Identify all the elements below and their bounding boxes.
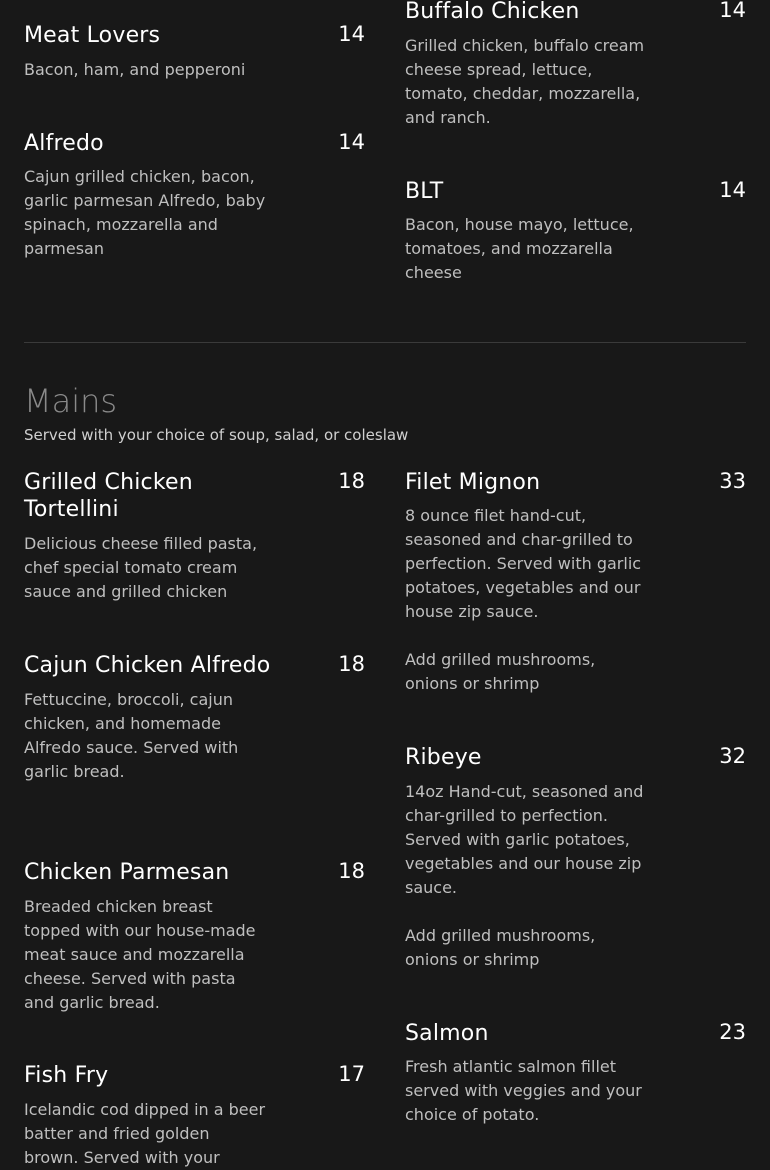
menu-item-buffalo-chicken: [405, 0, 746, 130]
item-description: Bacon, house mayo, lettuce, tomatoes, and mozzarella cheese: [405, 215, 634, 282]
item-name: Buffalo Chicken: [405, 0, 580, 24]
item-price: 18: [338, 469, 365, 493]
menu-item-meat-lovers: [24, 22, 365, 82]
menu-item-blt: [405, 178, 746, 285]
item-price: 14: [719, 0, 746, 22]
section-divider: [24, 342, 746, 343]
item-description: 8 ounce filet hand-cut, seasoned and char-grilled to perfection. Served with garlic potatoes, vegetables and our house zip sauce.: [405, 506, 642, 621]
item-description: Bacon, ham, and pepperoni: [24, 60, 246, 79]
menu-item-ribeye: [405, 744, 746, 972]
menu-item-cajun-chicken-alfredo: [24, 652, 365, 784]
item-description: Breaded chicken breast topped with our house-made meat sauce and mozzarella cheese. Served with pasta and garlic bread.: [24, 897, 256, 1012]
item-price: 32: [719, 744, 746, 768]
section-subtitle: Served with your choice of soup, salad, or coleslaw: [24, 426, 409, 444]
item-price: 33: [719, 469, 746, 493]
item-note: Add grilled mushrooms, onions or shrimp: [405, 926, 596, 969]
item-name: Fish Fry: [24, 1063, 109, 1088]
item-price: 18: [338, 859, 365, 883]
item-name: Filet Mignon: [405, 470, 541, 495]
menu-item-salmon: [405, 1020, 746, 1127]
item-price: 14: [338, 130, 365, 154]
menu-item-fish-fry: [24, 1062, 365, 1170]
item-price: 23: [719, 1020, 746, 1044]
item-name: BLT: [405, 179, 444, 204]
item-price: 14: [338, 22, 365, 46]
item-name: Salmon: [405, 1021, 489, 1046]
item-description: Icelandic cod dipped in a beer batter and fried golden brown. Served with your: [24, 1100, 266, 1167]
section-title: Mains: [24, 382, 118, 420]
item-description: Grilled chicken, buffalo cream cheese spread, lettuce, tomato, cheddar, mozzarella, and ranch.: [405, 36, 645, 127]
item-price: 17: [338, 1062, 365, 1086]
menu-item-filet-mignon: [405, 469, 746, 696]
item-description: 14oz Hand-cut, seasoned and char-grilled to perfection. Served with garlic potatoes, vegetables and our house zip sauce.: [405, 782, 644, 897]
menu-item-chicken-parmesan: [24, 859, 365, 1015]
item-name: Chicken Parmesan: [24, 860, 230, 885]
menu-item-grilled-chicken-tortellini: [24, 469, 365, 604]
menu-item-alfredo: [24, 130, 365, 261]
item-name: Alfredo: [24, 131, 104, 156]
item-price: 14: [719, 178, 746, 202]
item-description: Cajun grilled chicken, bacon, garlic parmesan Alfredo, baby spinach, mozzarella and parmesan: [24, 167, 266, 258]
item-description: Delicious cheese filled pasta, chef special tomato cream sauce and grilled chicken: [24, 534, 258, 601]
item-note: Add grilled mushrooms, onions or shrimp: [405, 650, 596, 693]
item-description: Fettuccine, broccoli, cajun chicken, and homemade Alfredo sauce. Served with garlic bread.: [24, 690, 239, 781]
item-name: Meat Lovers: [24, 23, 161, 48]
item-name: Cajun Chicken Alfredo: [24, 653, 271, 678]
item-price: 18: [338, 652, 365, 676]
item-name: Ribeye: [405, 745, 482, 770]
item-description: Fresh atlantic salmon fillet served with veggies and your choice of potato.: [405, 1057, 642, 1124]
item-name: Grilled Chicken Tortellini: [24, 470, 193, 522]
